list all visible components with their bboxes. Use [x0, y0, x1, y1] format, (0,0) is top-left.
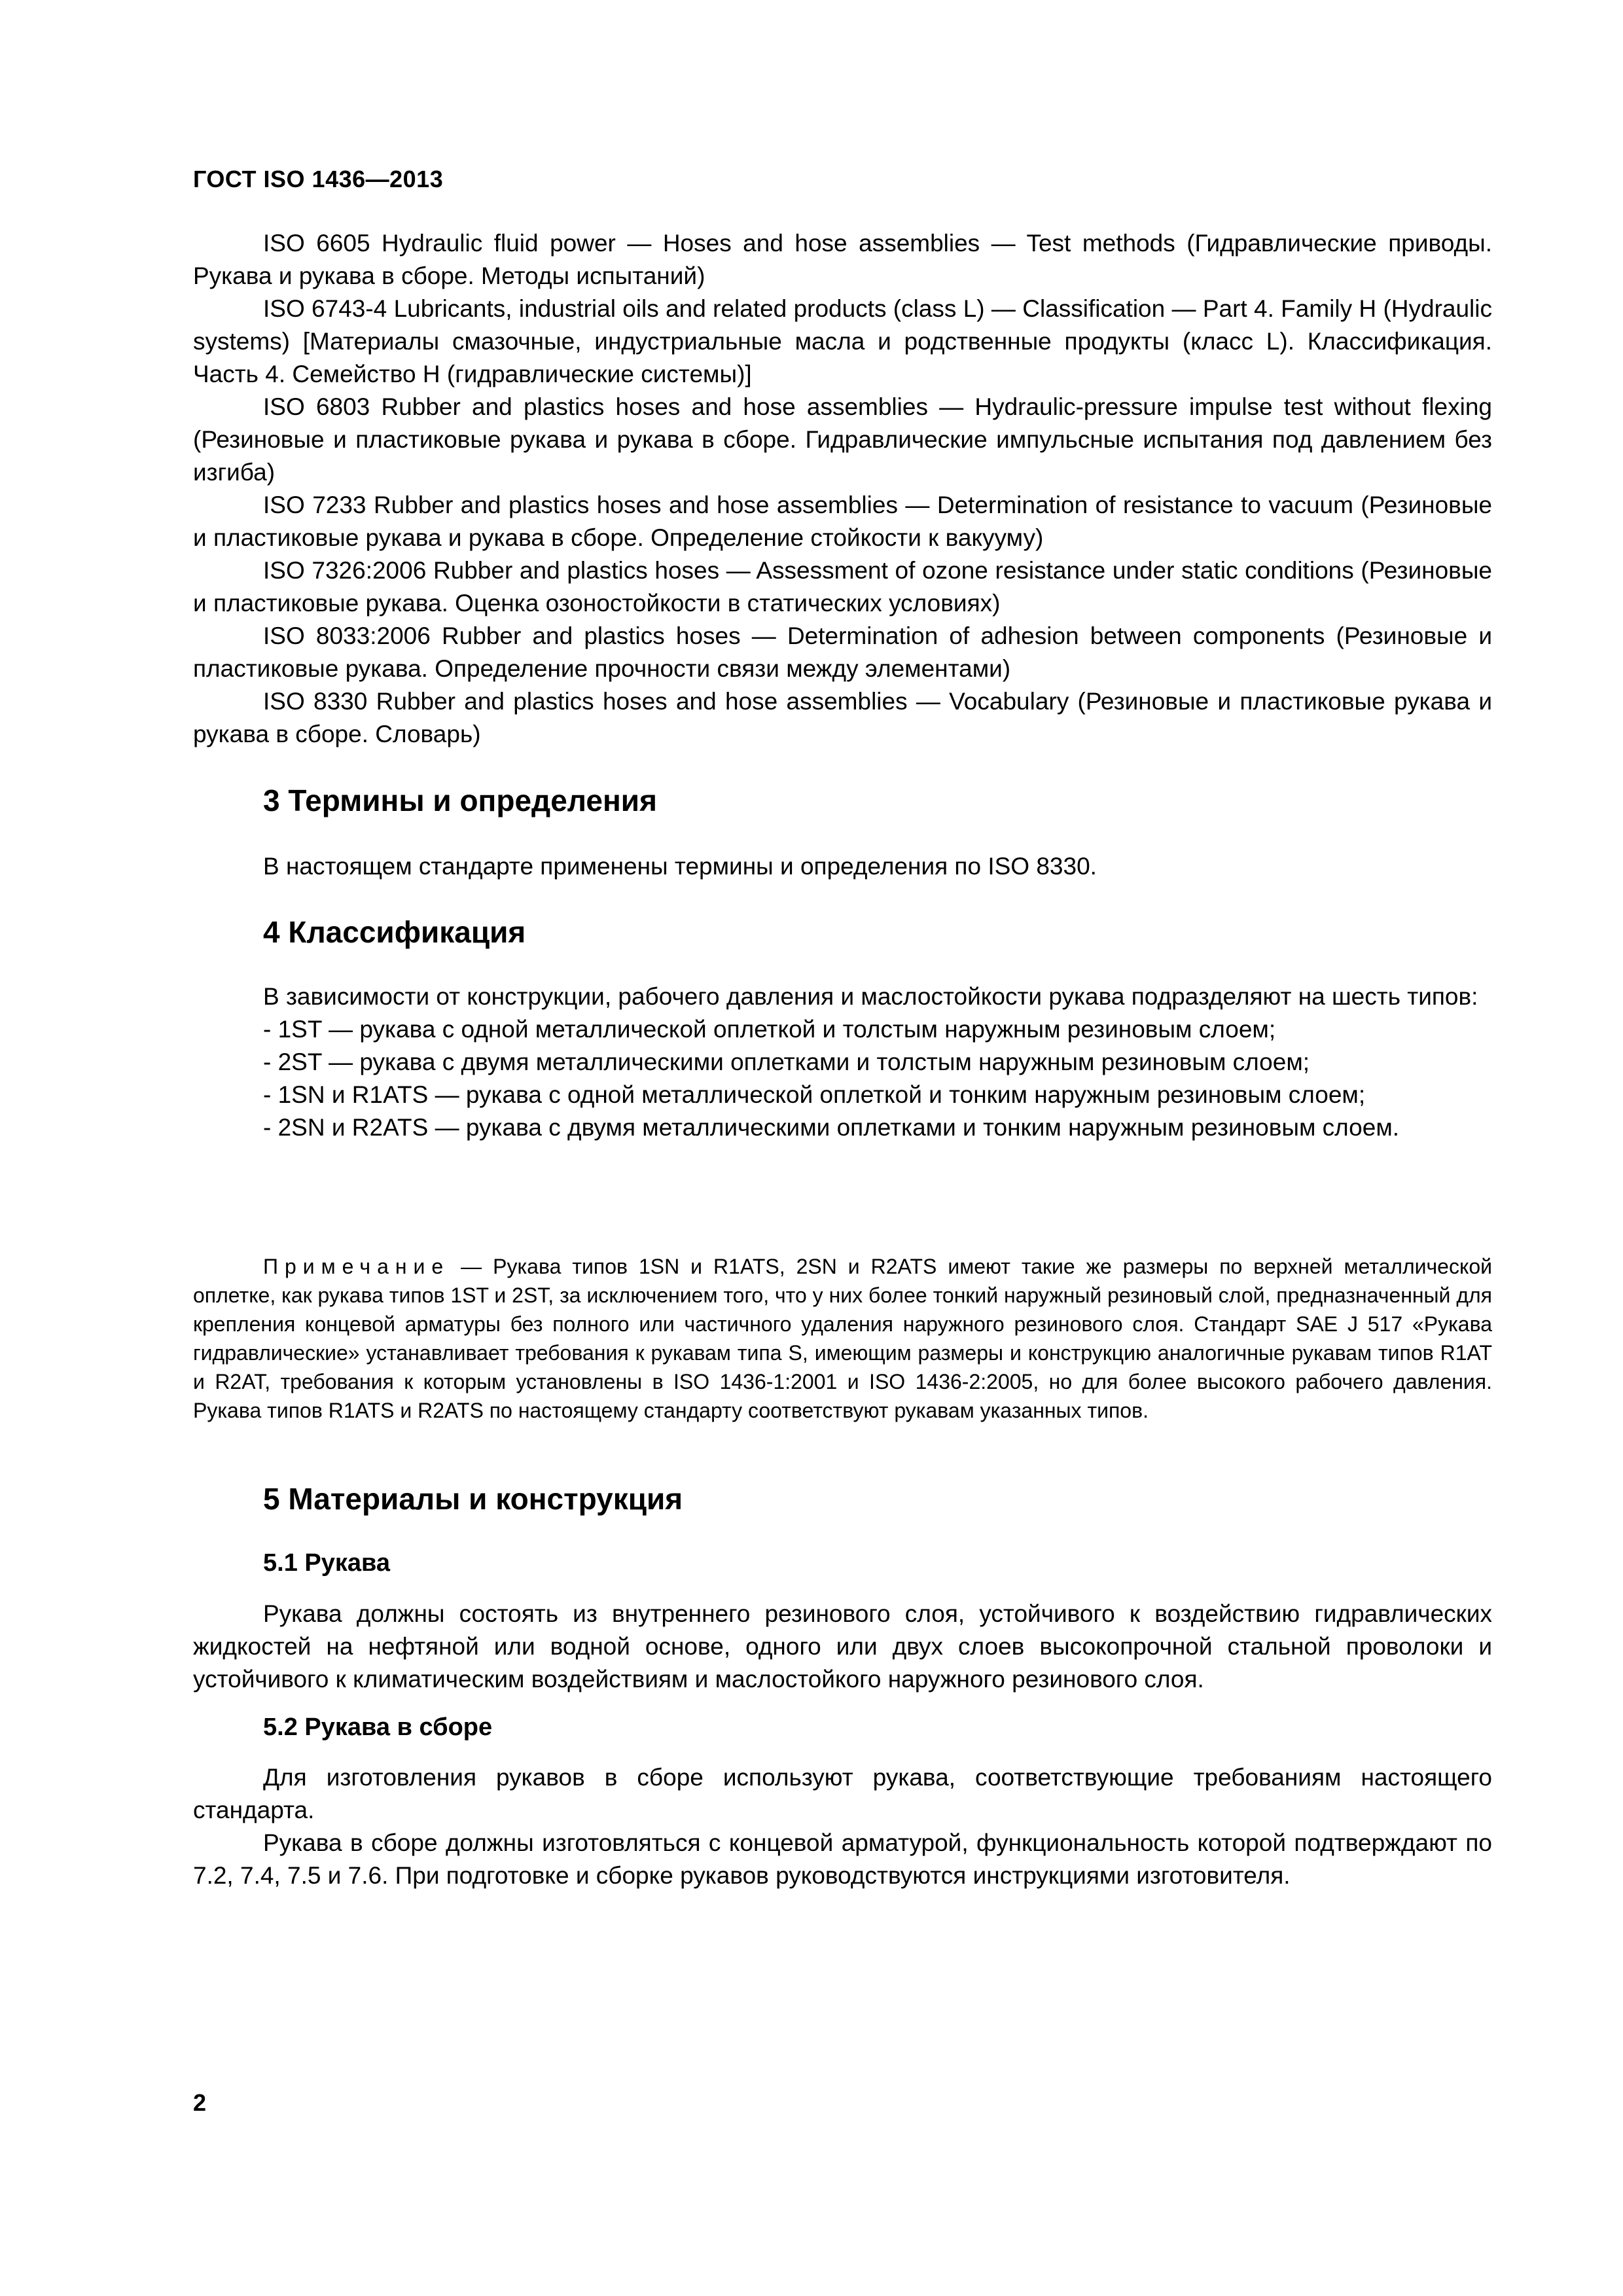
reference-item: ISO 7326:2006 Rubber and plastics hoses — Assessment of ozone resistance under static conditions (Резиновые и пластиковые рукава. Оценка озоностойкости в статических условиях)	[193, 557, 1492, 617]
note-label: Примечание	[263, 1255, 450, 1278]
document-page	[193, 0, 1492, 2296]
section-5-1-body	[193, 1598, 1492, 1696]
section-3-text: В настоящем стандарте применены термины и определения по ISO 8330.	[263, 853, 1097, 880]
section-3-body	[193, 850, 1492, 883]
note-text: — Рукава типов 1SN и R1ATS, 2SN и R2ATS имеют такие же размеры по верхней металлической оплетке, как рукава типов 1ST и 2ST, за исключением того, что у них более тонкий наружный резиновый слой, предназначенный для крепления концевой арматуры без полного или частичного удаления наружного резинового слоя. Стандарт SAE J 517 «Рукава гидравлические» устанавливает требования к рукавам типа S, имеющим размеры и конструкцию аналогичные рукавам типов R1AT и R2AT, требования к которым установлены в ISO 1436-1:2001 и ISO 1436-2:2005, но для более высокого рабочего давления. Рукава типов R1ATS и R2ATS по настоящему стандарту соответствуют рукавам указанных типов.	[193, 1255, 1492, 1422]
normative-references	[193, 227, 1492, 751]
reference-item: ISO 8033:2006 Rubber and plastics hoses — Determination of adhesion between components (Резиновые и пластиковые рукава. Определение прочности связи между элементами)	[193, 622, 1492, 682]
section-5-1-title: 5.1 Рукава	[263, 1549, 391, 1577]
section-3-title: 3 Термины и определения	[263, 783, 657, 817]
classification-item: - 2SN и R2ATS — рукава с двумя металлическими оплетками и тонким наружным резиновым слоем.	[263, 1114, 1400, 1141]
section-4-intro: В зависимости от конструкции, рабочего давления и маслостойкости рукава подразделяют на шесть типов:	[263, 983, 1478, 1010]
section-5-2-paragraph: Рукава в сборе должны изготовляться с концевой арматурой, функциональность которой подтверждают по 7.2, 7.4, 7.5 и 7.6. При подготовке и сборке рукавов руководствуются инструкциями изготовителя.	[193, 1829, 1492, 1889]
section-5-1-text: Рукава должны состоять из внутреннего резинового слоя, устойчивого к воздействию гидравлических жидкостей на нефтяной или водной основе, одного или двух слоев высокопрочной стальной проволоки и устойчивого к климатическим воздействиям и маслостойкого наружного резинового слоя.	[193, 1600, 1492, 1693]
section-5-2-body	[193, 1761, 1492, 1892]
page-number: 2	[193, 2089, 207, 2116]
classification-item: - 1SN и R1ATS — рукава с одной металлической оплеткой и тонким наружным резиновым слоем;	[263, 1081, 1366, 1108]
reference-item: ISO 6803 Rubber and plastics hoses and hose assemblies — Hydraulic-pressure impulse test without flexing (Резиновые и пластиковые рукава и рукава в сборе. Гидравлические импульсные испытания под давлением без изгиба)	[193, 393, 1492, 486]
section-5-2-title: 5.2 Рукава в сборе	[263, 1713, 493, 1741]
section-4-body	[193, 980, 1492, 1144]
reference-item: ISO 6743-4 Lubricants, industrial oils and related products (class L) — Classification — Part 4. Family H (Hydraulic systems) [Материалы смазочные, индустриальные масла и родственные продукты (класс L). Классификация. Часть 4. Семейство H (гидравлические системы)]	[193, 295, 1492, 387]
section-5-title: 5 Материалы и конструкция	[263, 1482, 683, 1516]
section-4-title: 4 Классификация	[263, 915, 526, 949]
section-4-note	[193, 1252, 1492, 1425]
classification-item: - 1ST — рукава с одной металлической оплеткой и толстым наружным резиновым слоем;	[263, 1016, 1276, 1043]
document-header: ГОСТ ISO 1436—2013	[193, 166, 444, 192]
reference-item: ISO 7233 Rubber and plastics hoses and hose assemblies — Determination of resistance to vacuum (Резиновые и пластиковые рукава и рукава в сборе. Определение стойкости к вакууму)	[193, 492, 1492, 551]
reference-item: ISO 8330 Rubber and plastics hoses and hose assemblies — Vocabulary (Резиновые и пластиковые рукава и рукава в сборе. Словарь)	[193, 688, 1492, 747]
classification-item: - 2ST — рукава с двумя металлическими оплетками и толстым наружным резиновым слоем;	[263, 1049, 1310, 1075]
section-5-2-paragraph: Для изготовления рукавов в сборе используют рукава, соответствующие требованиям настоящего стандарта.	[193, 1764, 1492, 1823]
reference-item: ISO 6605 Hydraulic fluid power — Hoses and hose assemblies — Test methods (Гидравлические приводы. Рукава и рукава в сборе. Методы испытаний)	[193, 230, 1492, 289]
